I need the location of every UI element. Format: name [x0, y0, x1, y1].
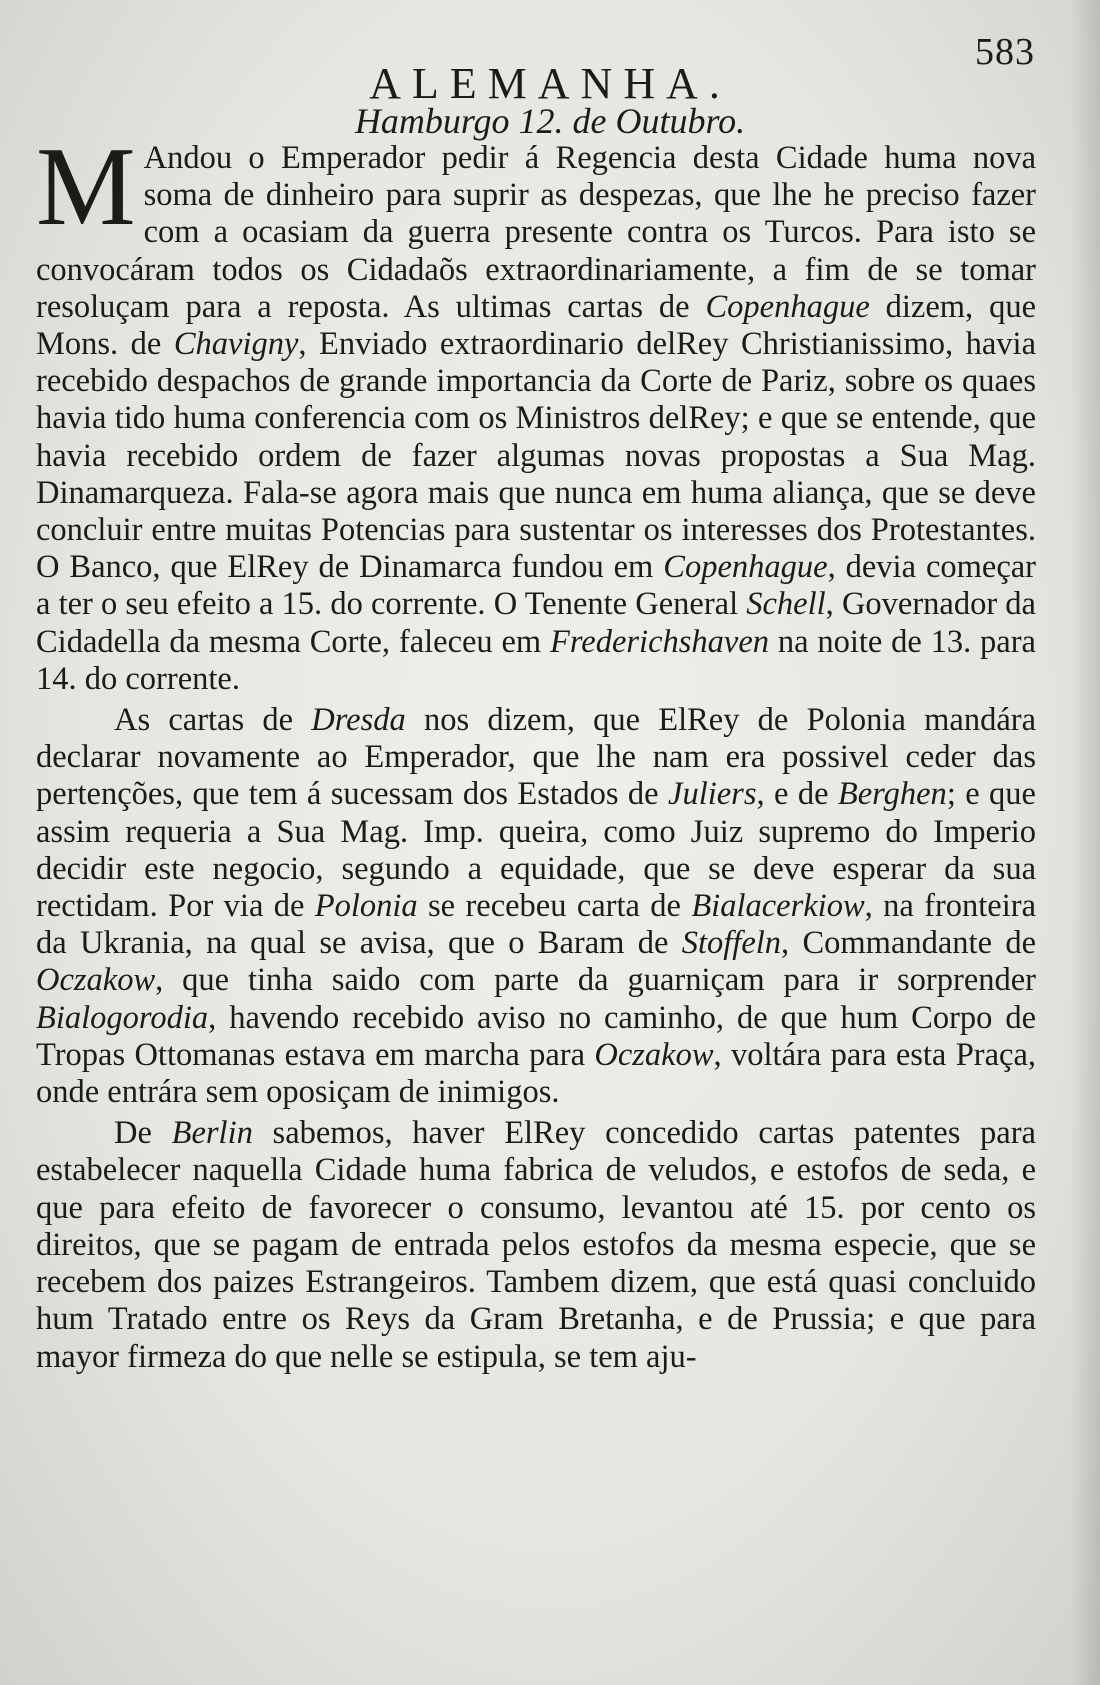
article-body [36, 125, 1037, 1376]
text-run: , e de [756, 776, 838, 813]
text-run: , na fronteira da Ukrania, na qual se avisa, que o Baram de [36, 888, 1037, 962]
text-run: , que tinha saido com parte da guarniçam para ir sorprender [155, 962, 1036, 999]
text-run: nos dizem, que ElRey de Polonia mandára declarar novamente ao Emperador, que lhe nam era possivel ceder das pertenções, que tem á sucessam dos Estados de [36, 702, 1036, 813]
place-name: Juliers [668, 776, 757, 813]
text-run: ; e que assim requeria a Sua Mag. Imp. queira, como Juiz supremo do Imperio decidir este negocio, segundo a equidade, que se deve esperar da sua rectidam. Por via de [36, 776, 1036, 925]
place-name: Bialogorodia [36, 999, 209, 1036]
place-name: Bialacerkiow [691, 888, 865, 925]
page-edge-shadow [1070, 0, 1100, 1685]
place-name: Oczakow [594, 1036, 714, 1073]
drop-cap: M [36, 125, 136, 249]
text-run: , Commandante de [781, 925, 1037, 962]
place-name: Copenhague [705, 288, 870, 325]
place-name: Berghen [837, 776, 947, 813]
place-name: Oczakow [36, 962, 156, 999]
place-name: Copenhague [663, 549, 828, 586]
place-name: Frederichshaven [550, 623, 770, 660]
place-name: Polonia [314, 888, 418, 925]
text-run: , devia começar a ter o seu efeito a 15. do corrente. O Tenente General [36, 549, 1036, 623]
dateline: Hamburgo 12. de Outubro. [354, 101, 746, 141]
text-run: se recebeu carta de [417, 888, 692, 925]
paragraph-1 [36, 125, 1036, 698]
section-title: ALEMANHA. [369, 59, 731, 108]
text-run: sabemos, haver ElRey concedido cartas patentes para estabelecer naquella Cidade huma fabrica de veludos, e estofos de seda, e que para efeito de favorecer o consumo, levantou até 15. por cento os direitos, que se pagam de entrada pelos estofos da mesma especie, que se recebem dos paizes Estrangeiros. Tambem dizem, que está quasi concluido hum Tratado entre os Reys da Gram Bretanha, e de Prussia; e que para mayor firmeza do que nelle se estipula, se tem aju- [36, 1115, 1036, 1375]
text-run: dizem, que Mons. de [36, 288, 1036, 363]
place-name: Berlin [171, 1115, 253, 1152]
text-run: , havendo recebido aviso no caminho, de que hum Corpo de Tropas Ottomanas estava em marcha para [36, 999, 1036, 1073]
text-run: , Governador da Cidadella da mesma Corte, faleceu em [36, 586, 1036, 660]
place-name: Dresda [311, 702, 406, 739]
paragraph-2 [36, 702, 1036, 1111]
text-run: , Enviado extraordinario delRey Christianissimo, havia recebido despachos de grande importancia da Corte de Pariz, sobre os quaes havia tido huma conferencia com os Ministros delRey; e que se entende, que havia recebido ordem de fazer algumas novas propostas a Sua Mag. Dinamarqueza. Fala-se agora mais que nunca em huma aliança, que se deve concluir entre muitas Potencias para sustentar os interesses dos Protestantes. O Banco, que ElRey de Dinamarca fundou em [36, 326, 1036, 586]
text-run: na noite de 13. para 14. do corrente. [36, 623, 1036, 697]
paragraph-3 [36, 1115, 1036, 1375]
text-run: Andou o Emperador pedir á Regencia desta Cidade huma nova soma de dinheiro para suprir as despezas, que lhe he preciso fazer com a ocasiam da guerra presente contra os Turcos. Para isto se convocáram todos os Cidadaõs extraordinariamente, a fim de se tomar resoluçam para a reposta. As ultimas cartas de [36, 140, 1036, 325]
text-run: As cartas de [114, 702, 312, 739]
person-name: Chavigny [173, 326, 299, 363]
text-run: , voltára para esta Praça, onde entrára sem oposiçam de inimigos. [36, 1036, 1036, 1111]
person-name: Stoffeln [681, 925, 782, 962]
person-name: Schell [746, 586, 826, 623]
text-run: De [114, 1115, 172, 1152]
page-number: 583 [975, 31, 1035, 73]
